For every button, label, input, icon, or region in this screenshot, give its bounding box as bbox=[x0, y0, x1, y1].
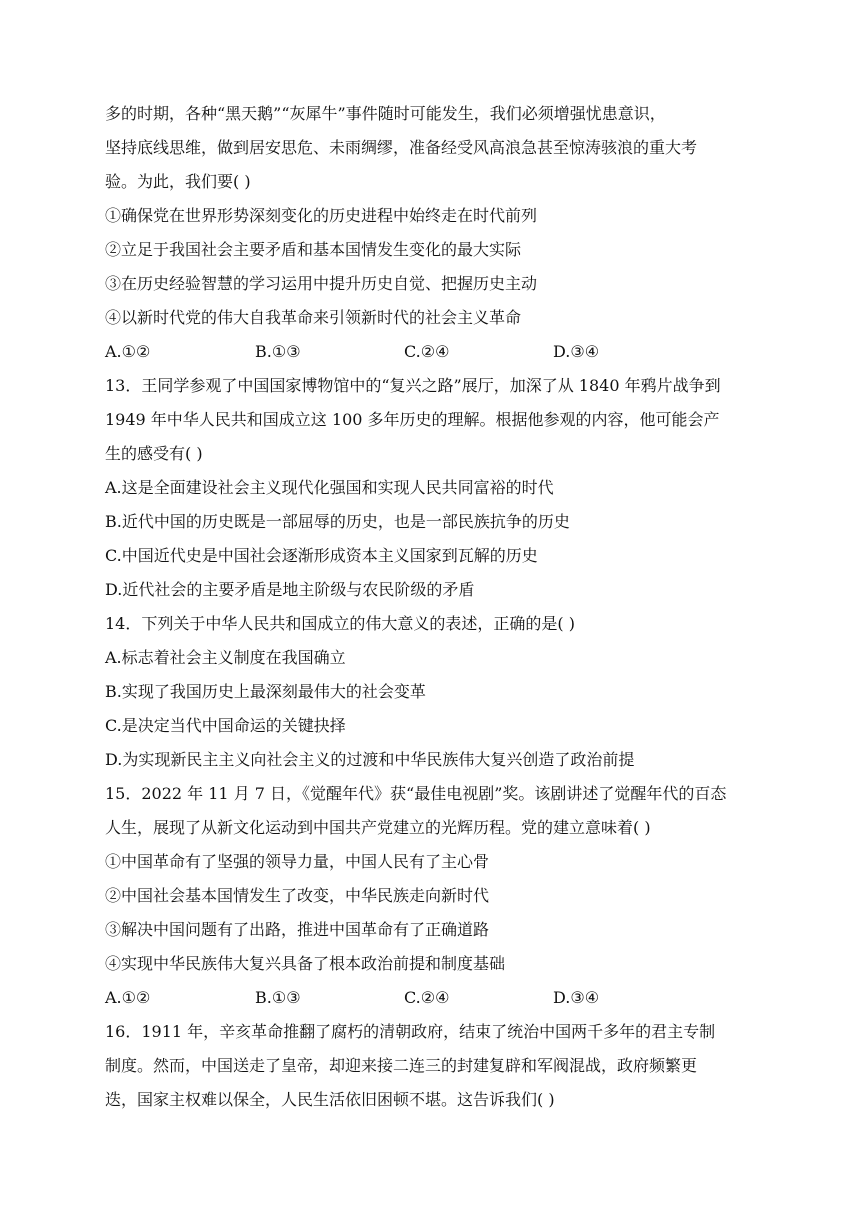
q12-item: ③在历史经验智慧的学习运用中提升历史自觉、把握历史主动 bbox=[105, 274, 538, 293]
q15-stem-line: 人生，展现了从新文化运动到中国共产党建立的光辉历程。党的建立意味着( ) bbox=[105, 818, 651, 837]
q13-option-d: D.近代社会的主要矛盾是地主阶级与农民阶级的矛盾 bbox=[105, 580, 475, 599]
q12-option-a: A.①② bbox=[105, 342, 151, 361]
q12-option-b: B.①③ bbox=[255, 342, 301, 361]
q16-stem-line: 16．1911 年，辛亥革命推翻了腐朽的清朝政府，结束了统治中国两千多年的君主专制 bbox=[105, 1022, 716, 1041]
q13-stem-line: 1949 年中华人民共和国成立这 100 多年历史的理解。根据他参观的内容，他可能会产 bbox=[105, 410, 720, 429]
q14-option-a: A.标志着社会主义制度在我国确立 bbox=[105, 648, 346, 667]
q15-option-a: A.①② bbox=[105, 988, 151, 1007]
q12-stem-line: 坚持底线思维，做到居安思危、未雨绸缪，准备经受风高浪急甚至惊涛骇浪的重大考 bbox=[105, 138, 698, 157]
q13-stem-line: 13．王同学参观了中国国家博物馆中的“复兴之路”展厅，加深了从 1840 年鸦片战争到 bbox=[105, 376, 721, 395]
q15-option-c: C.②④ bbox=[404, 988, 450, 1007]
q14-stem-line: 14．下列关于中华人民共和国成立的伟大意义的表述，正确的是( ) bbox=[105, 614, 575, 633]
q12-item: ①确保党在世界形势深刻变化的历史进程中始终走在时代前列 bbox=[105, 206, 538, 225]
q14-option-d: D.为实现新民主主义向社会主义的过渡和中华民族伟大复兴创造了政治前提 bbox=[105, 750, 635, 769]
q13-option-c: C.中国近代史是中国社会逐渐形成资本主义国家到瓦解的历史 bbox=[105, 546, 538, 565]
q13-option-b: B.近代中国的历史既是一部屈辱的历史，也是一部民族抗争的历史 bbox=[105, 512, 570, 531]
q15-option-b: B.①③ bbox=[255, 988, 301, 1007]
q15-item: ②中国社会基本国情发生了改变，中华民族走向新时代 bbox=[105, 886, 490, 905]
q12-option-d: D.③④ bbox=[553, 342, 600, 361]
q12-item: ④以新时代党的伟大自我革命来引领新时代的社会主义革命 bbox=[105, 308, 522, 327]
q15-stem-line: 15．2022 年 11 月 7 日，《觉醒年代》获“最佳电视剧”奖。该剧讲述了觉醒年代的百态 bbox=[105, 784, 727, 803]
q15-option-d: D.③④ bbox=[553, 988, 600, 1007]
q15-item: ③解决中国问题有了出路，推进中国革命有了正确道路 bbox=[105, 920, 490, 939]
q15-item: ④实现中华民族伟大复兴具备了根本政治前提和制度基础 bbox=[105, 954, 506, 973]
q14-option-b: B.实现了我国历史上最深刻最伟大的社会变革 bbox=[105, 682, 426, 701]
q12-stem-line: 多的时期，各种“黑天鹅”“灰犀牛”事件随时可能发生，我们必须增强忧患意识， bbox=[105, 104, 666, 123]
q13-stem-line: 生的感受有( ) bbox=[105, 444, 203, 463]
q13-option-a: A.这是全面建设社会主义现代化强国和实现人民共同富裕的时代 bbox=[105, 478, 554, 497]
q16-stem-line: 迭，国家主权难以保全，人民生活依旧困顿不堪。这告诉我们( ) bbox=[105, 1090, 555, 1109]
q12-option-c: C.②④ bbox=[404, 342, 450, 361]
q12-stem-line: 验。为此，我们要( ) bbox=[105, 172, 251, 191]
q12-item: ②立足于我国社会主要矛盾和基本国情发生变化的最大实际 bbox=[105, 240, 522, 259]
q14-option-c: C.是决定当代中国命运的关键抉择 bbox=[105, 716, 346, 735]
q16-stem-line: 制度。然而，中国送走了皇帝，却迎来接二连三的封建复辟和军阀混战，政府频繁更 bbox=[105, 1056, 698, 1075]
q15-item: ①中国革命有了坚强的领导力量，中国人民有了主心骨 bbox=[105, 852, 490, 871]
